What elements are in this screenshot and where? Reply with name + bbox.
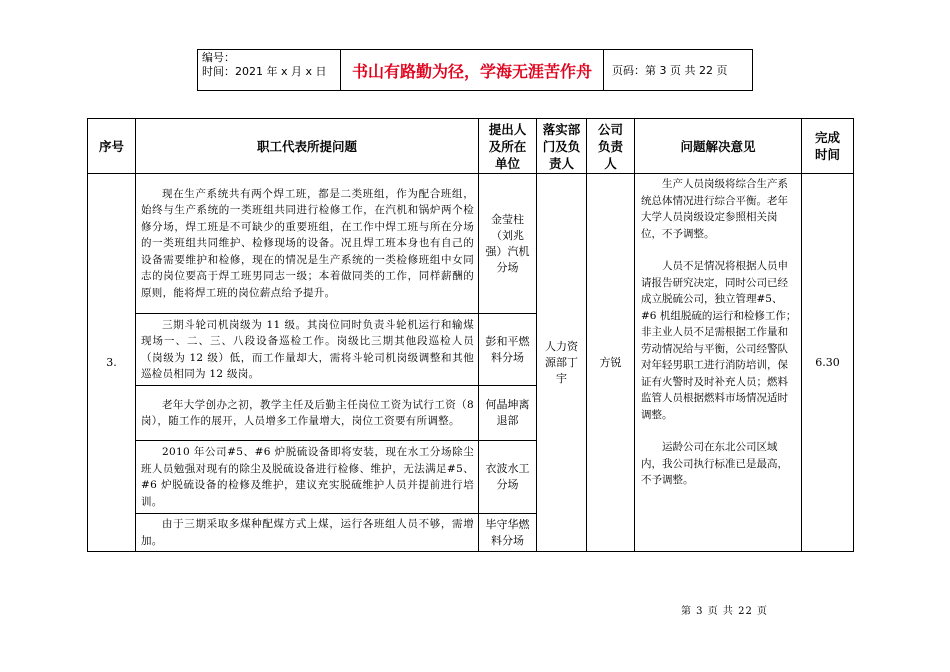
page-header (197, 49, 753, 91)
opinion-cell (635, 174, 802, 552)
col-dept: 落实部门及负责人 (537, 119, 587, 174)
question-cell: 2010 年公司#5、#6 炉脱硫设备即将安装，现在水工分场除尘班人员勉强对现有的除尘及脱硫设备进行检修、维护，无法满足#5、#6 炉脱硫设备的检修及维护，建议充实脱硫维护人员并提前进行培训。 (136, 441, 479, 514)
header-row (88, 119, 854, 174)
opinion-p1: 生产人员岗级将综合生产系统总体情况进行综合平衡。老年大学人员岗级设定参照相关岗位，不予调整。 (641, 178, 788, 240)
issues-table (87, 118, 854, 552)
time-label: 时间：2021 年 x 月 x 日 (202, 65, 327, 78)
number-label: 编号： (202, 51, 235, 64)
page-code: 页码：第 3 页 共 22 页 (612, 64, 728, 77)
opinion-p3: 运龄公司在东北公司区域内，我公司执行标准已是最高，不予调整。 (641, 441, 788, 486)
table-row (88, 174, 854, 314)
done-time-cell: 6.30 (802, 174, 854, 552)
page-footer: 第 3 页 共 22 页 (681, 606, 768, 617)
header-meta (198, 50, 341, 90)
proposer-cell: 衣波水工分场 (479, 441, 537, 514)
seq-cell: 3. (88, 174, 136, 552)
col-opinion: 问题解决意见 (635, 119, 802, 174)
col-question: 职工代表所提问题 (136, 119, 479, 174)
col-leader: 公司负责人 (587, 119, 635, 174)
col-proposer: 提出人及所在单位 (479, 119, 537, 174)
proposer-cell: 彭和平燃料分场 (479, 314, 537, 386)
opinion-p2: 人员不足情况将根据人员申请报告研究决定，同时公司已经成立脱硫公司，独立管理#5、#6 机组脱硫的运行和检修工作；非主业人员不足需根据工作量和劳动情况给与平衡，公司经警队对年轻男职工进行消防培训，保证有火警时及时补充人员；燃料监管人员根据燃料市场情况适时调整。 (641, 260, 797, 421)
proposer-cell: 何晶坤离退部 (479, 386, 537, 441)
proposer-cell: 金莹柱（刘兆强）汽机分场 (479, 174, 537, 314)
motto: 书山有路勤为径，学海无涯苦作舟 (341, 50, 604, 90)
proposer-cell: 毕守华燃料分场 (479, 514, 537, 552)
col-seq: 序号 (88, 119, 136, 174)
dept-cell: 人力资源部丁宇 (537, 174, 587, 552)
question-cell: 由于三期采取多煤种配煤方式上煤，运行各班组人员不够，需增加。 (136, 514, 479, 552)
col-done-time: 完成时间 (802, 119, 854, 174)
leader-cell: 方锐 (587, 174, 635, 552)
question-cell: 现在生产系统共有两个焊工班，都是二类班组，作为配合班组，始终与生产系统的一类班组共同进行检修工作，在汽机和锅炉两个检修分场，焊工班是不可缺少的重要班组，在工作中焊工班与所在分场的一类班组共同维护、检修现场的设备。况且焊工班本身也有自己的设备需要维护和检修，现在的情况是生产系统的一类检修班组中女同志的岗位要高于焊工班男同志一级；本着做同类的工作，同样薪酬的原则，能将焊工班的岗位薪点给予提升。 (136, 174, 479, 314)
question-cell: 老年大学创办之初，教学主任及后勤主任岗位工资为试行工资（8 岗），随工作的展开，人员增多工作量增大，岗位工资要有所调整。 (136, 386, 479, 441)
question-cell: 三期斗轮司机岗级为 11 级。其岗位同时负责斗轮机运行和输煤现场一、二、三、八段设备巡检工作。岗级比三期其他段巡检人员（岗级为 12 级）低，而工作量却大，需将斗轮司机岗级调整和其他巡检员相同为 12 级岗。 (136, 314, 479, 386)
